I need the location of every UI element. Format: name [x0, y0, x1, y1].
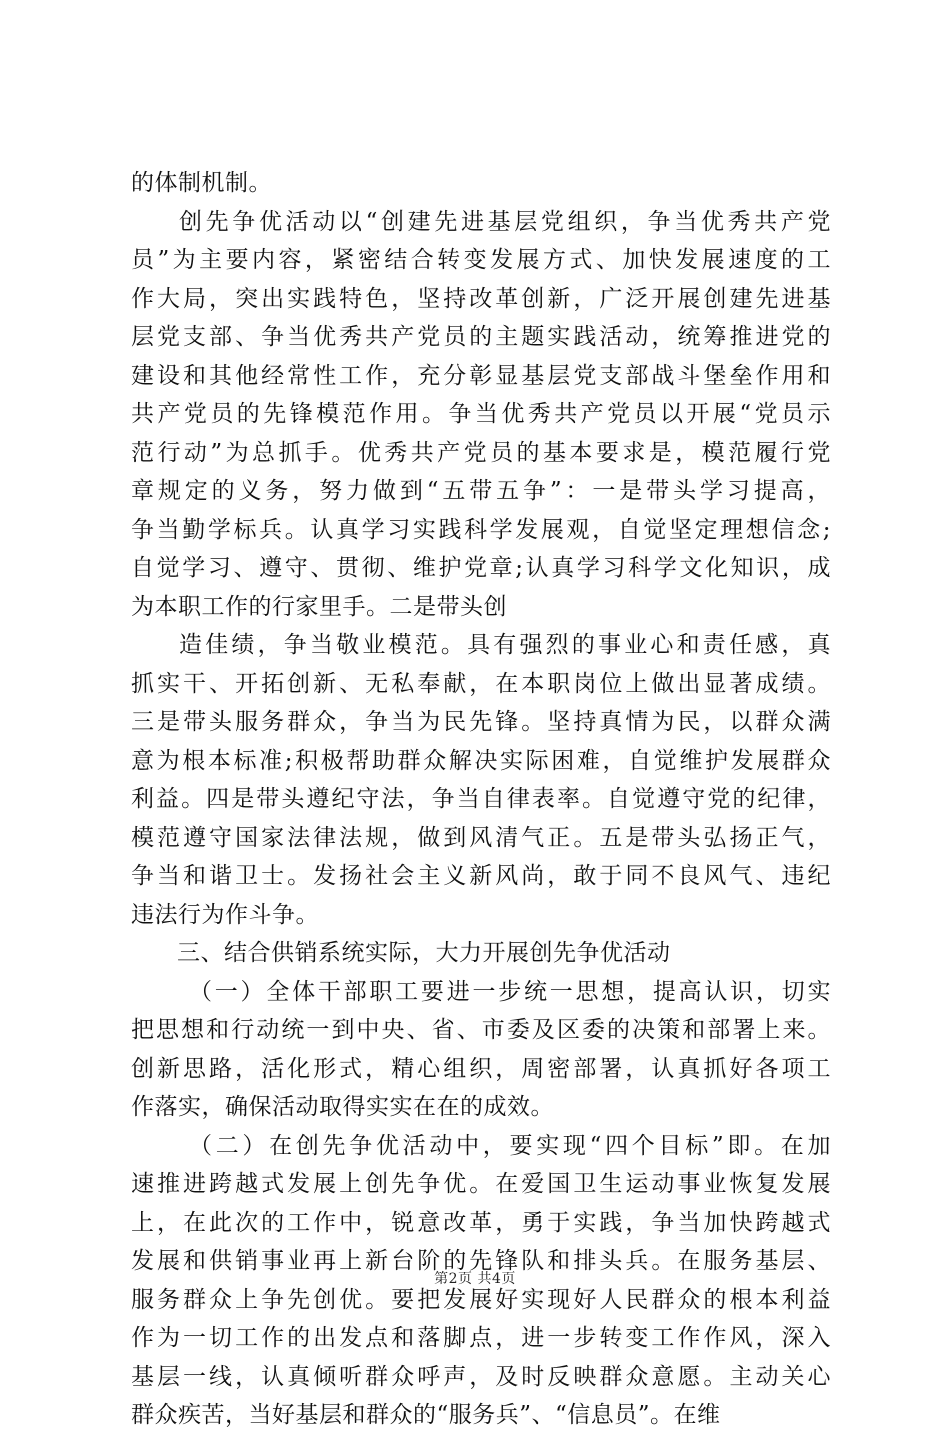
paragraph-line: 群众疾苦，当好基层和群众的“服务兵”、“信息员”。在维: [131, 1402, 721, 1428]
paragraph-line: 创新思路，活化形式，精心组织，周密部署，认真抓好各项工: [131, 1055, 831, 1082]
paragraph-line: 作为一切工作的出发点和落脚点，进一步转变工作作风，深入: [131, 1325, 831, 1351]
paragraph-line: 违法行为作斗争。: [131, 901, 319, 928]
paragraph-line: 争当勤学标兵。认真学习实践科学发展观，自觉坚定理想信念;: [131, 516, 831, 543]
paragraph-line: 建设和其他经常性工作，充分彰显基层党支部战斗堡垒作用和: [131, 362, 831, 389]
paragraph-line: 范行动”为总抓手。优秀共产党员的基本要求是，模范履行党: [131, 439, 831, 466]
paragraph-line: 上，在此次的工作中，锐意改革，勇于实践，争当加快跨越式: [131, 1209, 831, 1236]
paragraph-line: 共产党员的先锋模范作用。争当优秀共产党员以开展“党员示: [131, 401, 831, 427]
paragraph-line: 章规定的义务，努力做到“五带五争”：一是带头学习提高，: [131, 478, 831, 504]
paragraph-line: 发展和供销事业再上新台阶的先锋队和排头兵。在服务基层、: [131, 1248, 831, 1274]
paragraph-line: 作大局，突出实践特色，坚持改革创新，广泛开展创建先进基: [131, 285, 831, 312]
paragraph-line: 作落实，确保活动取得实实在在的成效。: [131, 1094, 554, 1120]
paragraph-line: （二）在创先争优活动中，要实现“四个目标”即。在加: [189, 1132, 831, 1159]
paragraph-line: 员”为主要内容，紧密结合转变发展方式、加快发展速度的工: [131, 247, 831, 273]
paragraph-line: 为本职工作的行家里手。二是带头创: [131, 593, 507, 620]
paragraph-line: 基层一线，认真倾听群众呼声，及时反映群众意愿。主动关心: [131, 1363, 831, 1390]
paragraph-line: 服务群众上争先创优。要把发展好实现好人民群众的根本利益: [131, 1286, 831, 1313]
paragraph-line: 的体制机制。: [131, 170, 272, 196]
paragraph-line: 速推进跨越式发展上创先争优。在爱国卫生运动事业恢复发展: [131, 1171, 831, 1197]
paragraph-line: 造佳绩，争当敬业模范。具有强烈的事业心和责任感，真: [179, 632, 831, 658]
paragraph-line: 三、结合供销系统实际，大力开展创先争优活动: [177, 940, 671, 966]
paragraph-line: 层党支部、争当优秀共产党员的主题实践活动，统筹推进党的: [131, 324, 831, 350]
paragraph-line: 争当和谐卫士。发扬社会主义新风尚，敢于同不良风气、违纪: [131, 863, 831, 889]
paragraph-line: 模范遵守国家法律法规，做到风清气正。五是带头弘扬正气，: [131, 824, 831, 851]
document-body: [131, 164, 831, 1435]
paragraph-line: 利益。四是带头遵纪守法，争当自律表率。自觉遵守党的纪律，: [131, 786, 831, 812]
paragraph-line: 抓实干、开拓创新、无私奉献，在本职岗位上做出显著成绩。: [131, 670, 831, 697]
paragraph-line: 创先争优活动以“创建先进基层党组织，争当优秀共产党: [179, 208, 831, 235]
paragraph-line: 把思想和行动统一到中央、省、市委及区委的决策和部署上来。: [131, 1017, 831, 1043]
paragraph-line: （一）全体干部职工要进一步统一思想，提高认识，切实: [189, 978, 831, 1005]
page-footer: 第2页 共4页: [434, 1271, 516, 1287]
paragraph-line: 三是带头服务群众，争当为民先锋。坚持真情为民，以群众满: [131, 709, 831, 735]
paragraph-line: 自觉学习、遵守、贯彻、维护党章;认真学习科学文化知识，成: [131, 555, 831, 581]
paragraph-line: 意为根本标准;积极帮助群众解决实际困难，自觉维护发展群众: [131, 747, 831, 774]
